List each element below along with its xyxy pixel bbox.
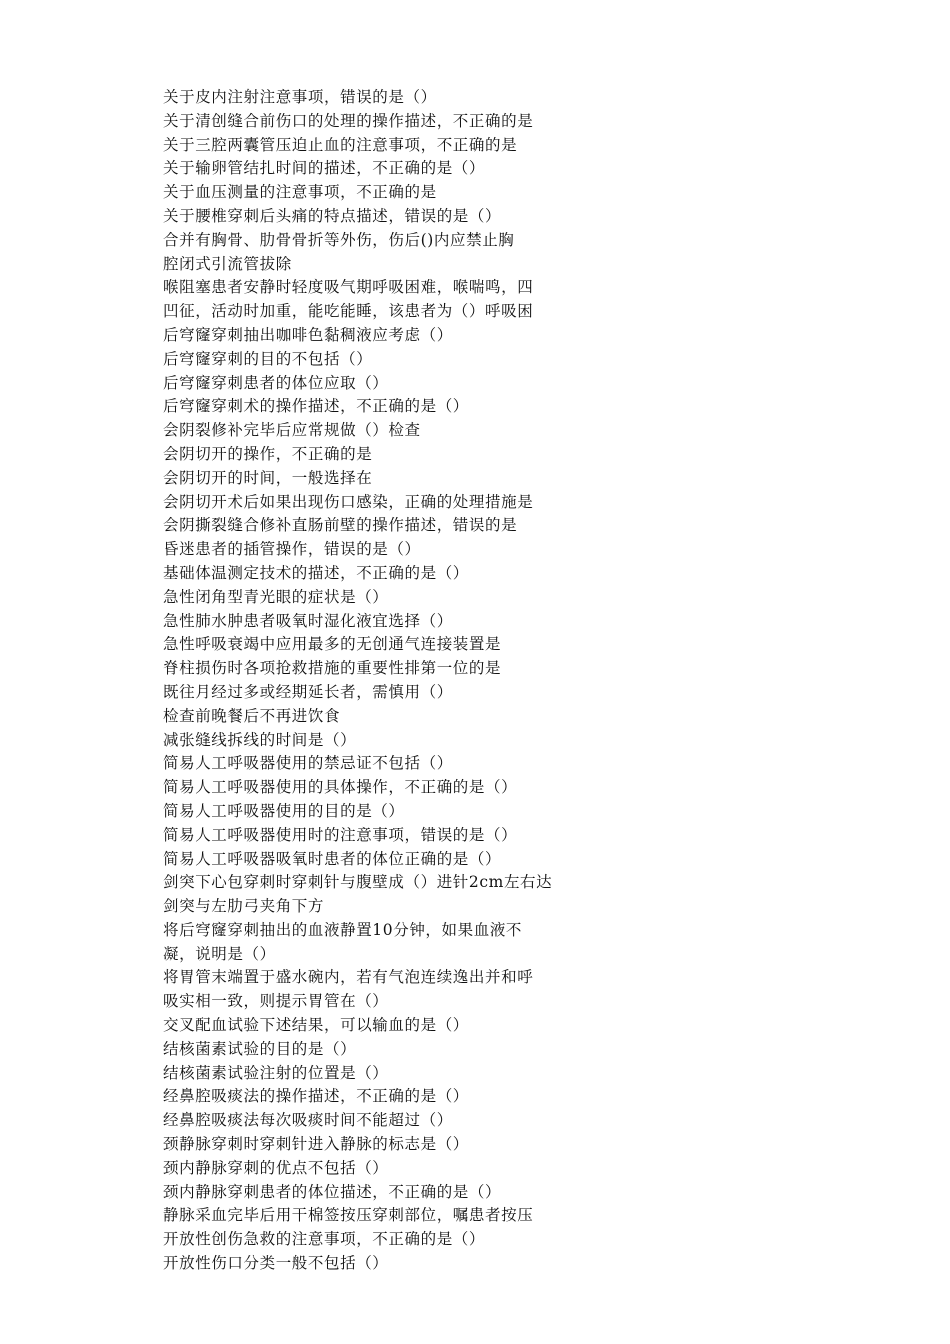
text-line: 后穹窿穿刺患者的体位应取（） (163, 373, 389, 392)
text-line: 将胃管末端置于盛水碗内，若有气泡连续逸出并和呼 (163, 968, 534, 987)
text-line: 急性呼吸衰竭中应用最多的无创通气连接装置是 (163, 635, 502, 654)
text-line: 颈静脉穿刺时穿刺针进入静脉的标志是（） (163, 1135, 469, 1154)
text-line: 基础体温测定技术的描述，不正确的是（） (163, 563, 469, 582)
text-line: 后穹窿穿刺术的操作描述，不正确的是（） (163, 397, 469, 416)
text-line: 交叉配血试验下述结果，可以输血的是（） (163, 1016, 469, 1035)
text-line: 关于三腔两囊管压迫止血的注意事项，不正确的是 (163, 135, 518, 154)
text-line: 开放性伤口分类一般不包括（） (163, 1254, 389, 1273)
text-line: 经鼻腔吸痰法的操作描述，不正确的是（） (163, 1087, 469, 1106)
text-line: 颈内静脉穿刺的优点不包括（） (163, 1158, 389, 1177)
text-line: 关于清创缝合前伤口的处理的操作描述，不正确的是 (163, 111, 534, 130)
text-line: 结核菌素试验注射的位置是（） (163, 1063, 389, 1082)
text-line: 开放性创伤急救的注意事项，不正确的是（） (163, 1230, 486, 1249)
text-line: 关于血压测量的注意事项，不正确的是 (163, 183, 437, 202)
text-line: 会阴切开的时间，一般选择在 (163, 468, 373, 487)
text-line: 关于输卵管结扎时间的描述，不正确的是（） (163, 159, 486, 178)
text-line: 后穹窿穿刺的目的不包括（） (163, 349, 373, 368)
text-line: 凹征，活动时加重，能吃能睡，该患者为（）呼吸困 (163, 302, 534, 321)
text-line: 结核菌素试验的目的是（） (163, 1039, 357, 1058)
text-line: 急性肺水肿患者吸氧时湿化液宜选择（） (163, 611, 453, 630)
text-line: 减张缝线拆线的时间是（） (163, 730, 357, 749)
text-line: 关于腰椎穿刺后头痛的特点描述，错误的是（） (163, 206, 502, 225)
text-line: 凝，说明是（） (163, 944, 276, 963)
text-line: 经鼻腔吸痰法每次吸痰时间不能超过（） (163, 1111, 453, 1130)
text-line: 会阴切开的操作，不正确的是 (163, 444, 373, 463)
text-line: 剑突下心包穿刺时穿刺针与腹壁成（）进针2cm左右达 (163, 873, 553, 892)
text-line: 将后穹窿穿刺抽出的血液静置10分钟，如果血液不 (163, 920, 523, 939)
text-line: 简易人工呼吸器使用时的注意事项，错误的是（） (163, 825, 518, 844)
text-line: 简易人工呼吸器使用的目的是（） (163, 801, 405, 820)
text-line: 静脉采血完毕后用干棉签按压穿刺部位，嘱患者按压 (163, 1206, 534, 1225)
text-line: 吸实相一致，则提示胃管在（） (163, 992, 389, 1011)
text-line: 剑突与左肋弓夹角下方 (163, 897, 325, 916)
text-line: 合并有胸骨、肋骨骨折等外伤，伤后()内应禁止胸 (163, 230, 515, 249)
text-line: 喉阻塞患者安静时轻度吸气期呼吸困难，喉喘鸣，四 (163, 278, 534, 297)
text-line: 急性闭角型青光眼的症状是（） (163, 587, 389, 606)
text-line: 简易人工呼吸器使用的禁忌证不包括（） (163, 754, 453, 773)
text-line: 会阴裂修补完毕后应常规做（）检查 (163, 421, 421, 440)
text-line: 关于皮内注射注意事项，错误的是（） (163, 88, 437, 106)
text-line: 简易人工呼吸器吸氧时患者的体位正确的是（） (163, 849, 502, 868)
text-line: 简易人工呼吸器使用的具体操作，不正确的是（） (163, 778, 518, 797)
question-list (163, 86, 593, 1276)
text-line: 会阴撕裂缝合修补直肠前壁的操作描述，错误的是 (163, 516, 518, 535)
text-line: 后穹窿穿刺抽出咖啡色黏稠液应考虑（） (163, 325, 453, 344)
text-line: 脊柱损伤时各项抢救措施的重要性排第一位的是 (163, 659, 502, 678)
text-line: 检查前晚餐后不再进饮食 (163, 706, 341, 725)
text-line: 腔闭式引流管拔除 (163, 254, 292, 273)
text-line: 昏迷患者的插管操作，错误的是（） (163, 540, 421, 559)
text-line: 会阴切开术后如果出现伤口感染，正确的处理措施是 (163, 492, 534, 511)
text-line: 既往月经过多或经期延长者，需慎用（） (163, 682, 453, 701)
text-line: 颈内静脉穿刺患者的体位描述，不正确的是（） (163, 1182, 502, 1201)
